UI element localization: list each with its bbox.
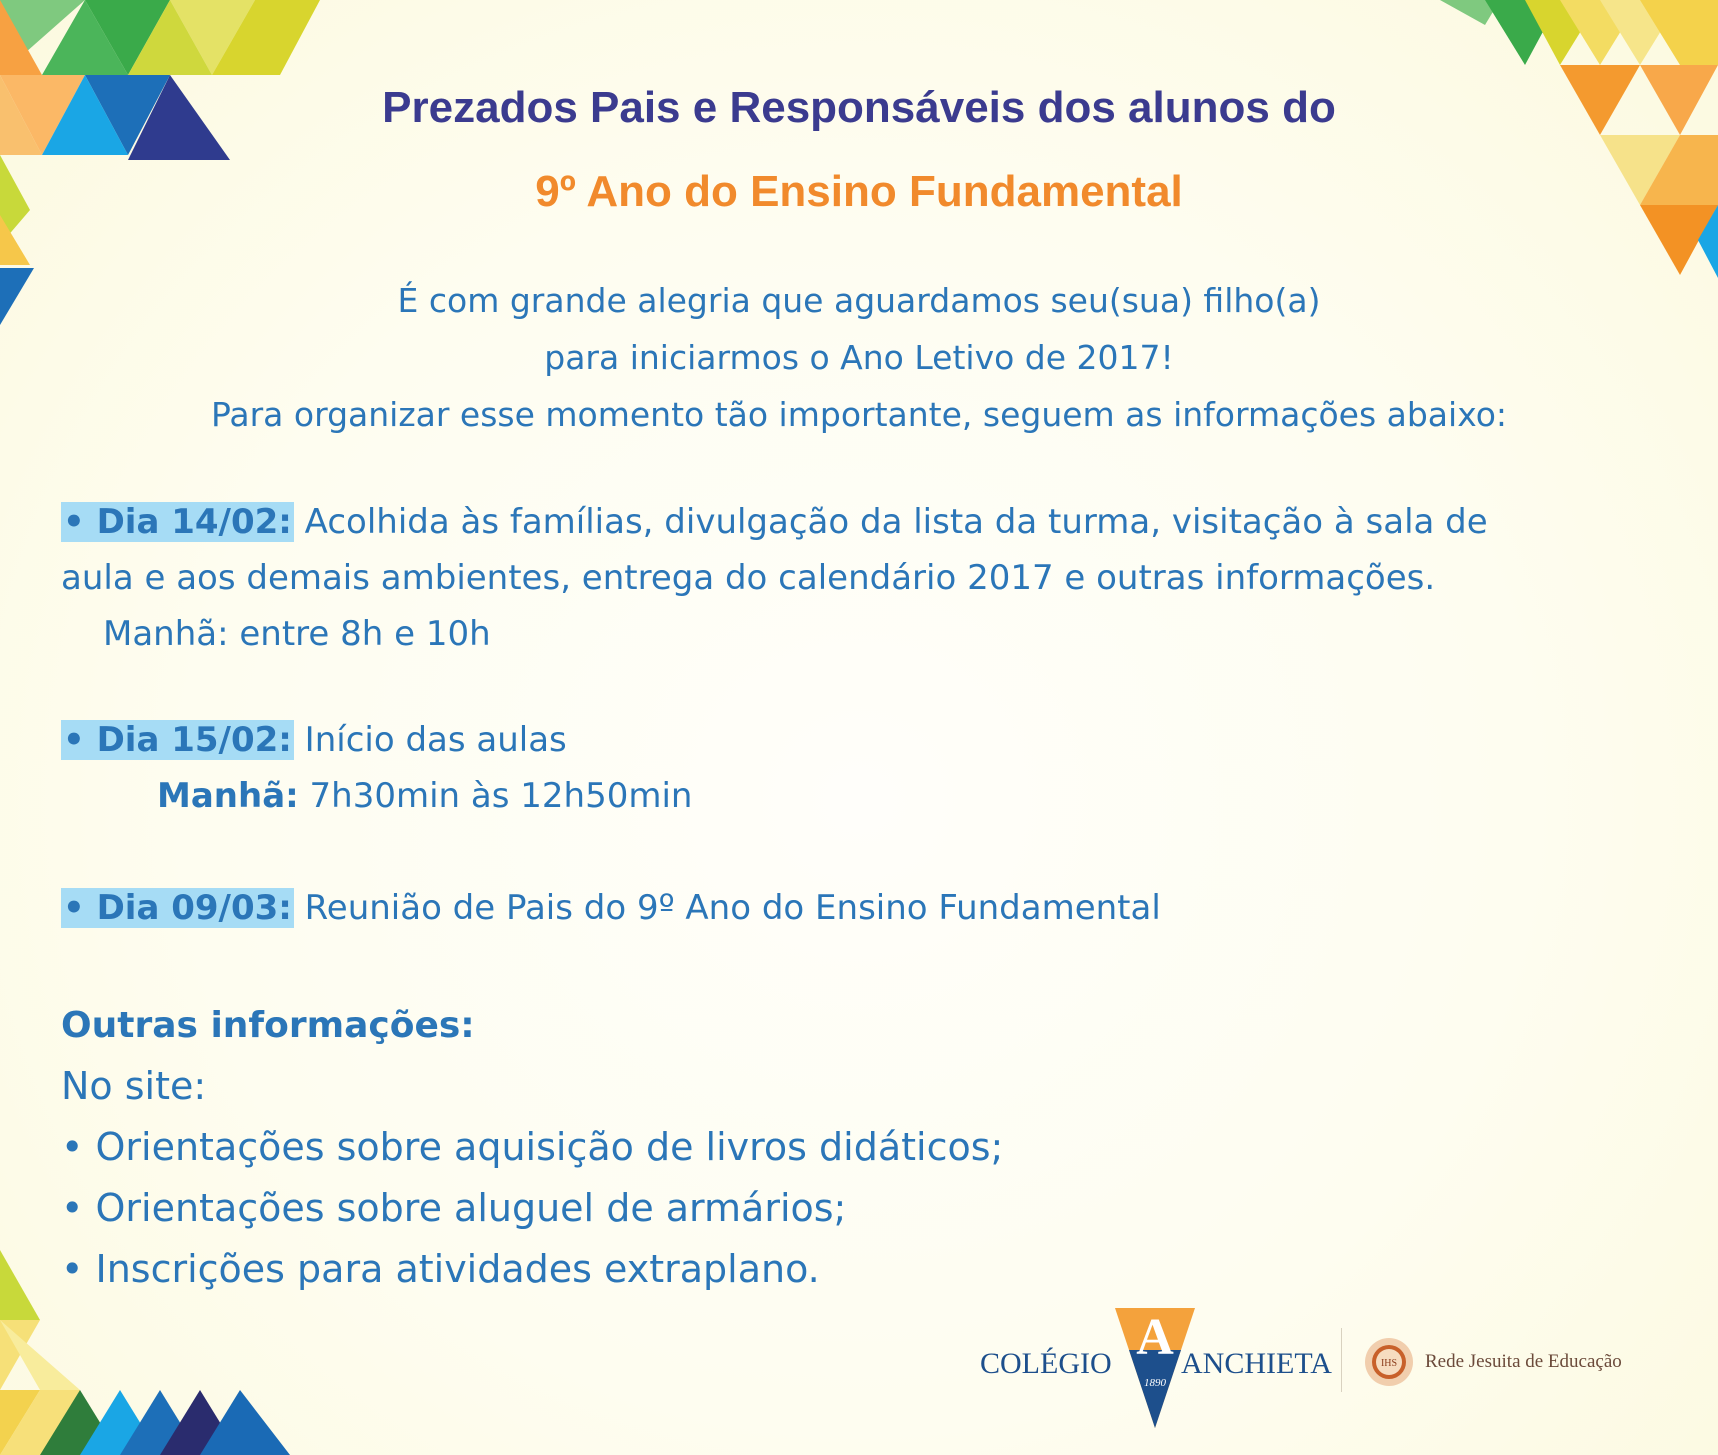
event-time: Manhã: entre 8h e 10h: [103, 614, 491, 654]
event-description: Início das aulas: [293, 720, 567, 760]
event-time-value: 7h30min às 12h50min: [298, 776, 693, 816]
event-date-badge: • Dia 15/02:: [63, 720, 292, 760]
intro-paragraph: [0, 272, 1718, 443]
event-time-label: Manhã:: [157, 776, 299, 816]
list-item: • Orientações sobre aluguel de armários;: [61, 1186, 847, 1230]
list-item: • Orientações sobre aquisição de livros didáticos;: [61, 1125, 1004, 1169]
intro-line: para iniciarmos o Ano Letivo de 2017!: [544, 338, 1174, 377]
event-1: [61, 494, 1488, 662]
rede-jesuita-seal-icon: [1363, 1336, 1415, 1388]
logo-name-right: ANCHIETA: [1181, 1347, 1332, 1380]
other-info-title: Outras informações:: [61, 1005, 475, 1046]
seal-letters: IHS: [1380, 1358, 1398, 1369]
page-subtitle: 9º Ano do Ensino Fundamental: [535, 167, 1183, 216]
page-title: Prezados Pais e Responsáveis dos alunos do: [382, 83, 1336, 132]
decor-triangles-top-right: [1440, 0, 1718, 280]
intro-line: Para organizar esse momento tão importante, seguem as informações abaixo:: [210, 395, 1508, 434]
event-date-badge: • Dia 14/02:: [63, 502, 292, 542]
event-description: Acolhida às famílias, divulgação da lista da turma, visitação à sala de: [293, 502, 1488, 542]
list-item: • Inscrições para atividades extraplano.: [61, 1247, 820, 1291]
logo-letter: A: [1136, 1309, 1174, 1366]
event-description-cont: aula e aos demais ambientes, entrega do calendário 2017 e outras informações.: [61, 558, 1436, 598]
footer-logos: [975, 1300, 1655, 1430]
network-name: Rede Jesuita de Educação: [1425, 1351, 1622, 1372]
event-3: [61, 880, 1161, 936]
intro-line: É com grande alegria que aguardamos seu(sua) filho(a): [397, 281, 1321, 320]
other-info-section: [61, 996, 1003, 1300]
event-date-badge: • Dia 09/03:: [63, 888, 292, 928]
other-info-subtitle: No site:: [61, 1064, 207, 1108]
event-2: [61, 712, 692, 824]
logo-name-left: COLÉGIO: [980, 1347, 1112, 1380]
event-description: Reunião de Pais do 9º Ano do Ensino Fundamental: [293, 888, 1161, 928]
logo-divider: [1341, 1328, 1342, 1392]
logo-year: 1890: [1144, 1377, 1166, 1389]
